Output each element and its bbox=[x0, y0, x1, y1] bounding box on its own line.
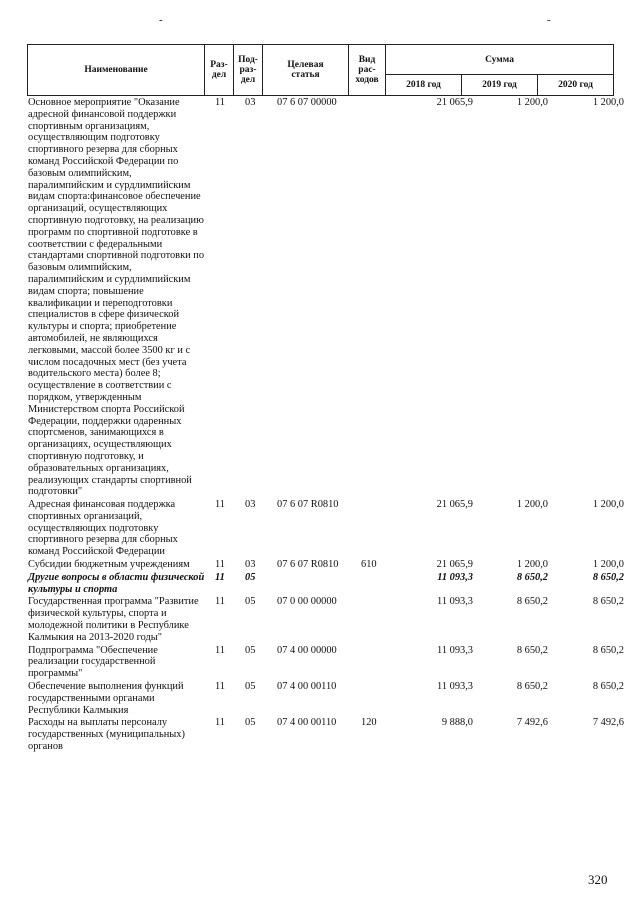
row-amount-2019: 8 650,2 bbox=[516, 644, 548, 656]
row-celevaya: 07 4 00 00000 bbox=[277, 644, 337, 656]
row-name: Субсидии бюджетным учреждениям bbox=[28, 559, 190, 571]
column-header-celevaya: Целевая статья bbox=[263, 45, 349, 96]
column-header-year-2019: 2019 год bbox=[462, 75, 538, 96]
row-podrazdel: 05 bbox=[245, 717, 256, 729]
row-amount-2020: 1 200,0 bbox=[592, 97, 624, 108]
row-name: Государственная программа "Развитие физической культуры, спорта и молодежной политики в Республике Калмыкия на 2013-2020 годы" bbox=[28, 596, 199, 643]
table-row bbox=[27, 681, 624, 716]
row-amount-2018: 21 065,9 bbox=[436, 97, 473, 108]
row-razdel: 11 bbox=[215, 717, 226, 729]
column-header-vid: Вид рас- ходов bbox=[349, 45, 386, 96]
row-podrazdel: 05 bbox=[245, 596, 256, 608]
row-amount-2018: 21 065,9 bbox=[436, 499, 473, 511]
budget-table-header bbox=[27, 44, 614, 96]
row-amount-2019: 1 200,0 bbox=[516, 97, 548, 108]
row-amount-2019: 1 200,0 bbox=[516, 559, 548, 571]
row-amount-2020: 8 650,2 bbox=[592, 596, 624, 608]
row-amount-2018: 11 093,3 bbox=[437, 644, 473, 656]
row-razdel: 11 bbox=[215, 681, 226, 693]
row-name: Другие вопросы в области физической культуры и спорта bbox=[28, 571, 205, 595]
row-name: Адресная финансовая поддержка спортивных организаций, осуществляющих подготовку спортивного резерва для сборных команд Российской Федерации bbox=[28, 499, 178, 558]
column-header-year-2018: 2018 год bbox=[386, 75, 462, 96]
row-amount-2020: 8 650,2 bbox=[592, 571, 624, 583]
row-amount-2020: 1 200,0 bbox=[592, 559, 624, 571]
table-row bbox=[27, 571, 624, 596]
row-amount-2019: 8 650,2 bbox=[516, 681, 548, 693]
table-row bbox=[27, 717, 624, 753]
row-podrazdel: 05 bbox=[245, 644, 256, 656]
budget-table-body bbox=[27, 97, 624, 753]
row-amount-2018: 21 065,9 bbox=[436, 559, 473, 571]
row-name: Подпрограмма "Обеспечение реализации государственной программы" bbox=[28, 644, 158, 680]
row-podrazdel: 05 bbox=[245, 571, 256, 583]
row-amount-2020: 1 200,0 bbox=[592, 499, 624, 511]
table-row bbox=[27, 644, 624, 680]
row-podrazdel: 03 bbox=[245, 97, 256, 108]
row-amount-2018: 9 888,0 bbox=[441, 717, 473, 729]
row-amount-2019: 8 650,2 bbox=[516, 596, 548, 608]
row-razdel: 11 bbox=[215, 596, 226, 608]
row-podrazdel: 03 bbox=[245, 499, 256, 511]
row-podrazdel: 05 bbox=[245, 681, 256, 693]
column-header-name: Наименование bbox=[28, 45, 205, 96]
table-row bbox=[27, 97, 624, 498]
row-razdel: 11 bbox=[215, 571, 225, 583]
row-name: Основное мероприятие "Оказание адресной финансовой поддержки спортивным организациям, осуществляющим подготовку спортивного резерва для сборных команд Российской Федерации по базовым олимпийским, паралимпийским и сурдлимпийским видам спорта:финансовое обеспечение организаций, осуществляющих спортивную подготовку, на реализацию программ по спортивной подготовке в соответствии с федеральными стандартами спортивной подготовки по базовым олимпийским, паралимпийским и сурдлимпийским видам спорта; повышение квалификации и переподготовки специалистов в сфере физической культуры и спорта; приобретение автомобилей, не являющихся легковыми, массой более 3500 кг и с числом посадочных мест (без учета водительского места) более 8; осуществление в соответствии с порядком, утвержденным Министерством спорта Российской Федерации, поддержки одаренных спортсменов, занимающихся в организациях, осуществляющих спортивную подготовку, и образовательных организациях, реализующих стандарты спортивной подготовки" bbox=[28, 97, 205, 498]
row-amount-2020: 8 650,2 bbox=[592, 644, 624, 656]
column-header-razdel: Раз- дел bbox=[205, 45, 234, 96]
row-name: Обеспечение выполнения функций государственными органами Республики Калмыкия bbox=[28, 681, 184, 716]
row-celevaya: 07 0 00 00000 bbox=[277, 596, 337, 608]
column-header-summa: Сумма bbox=[386, 45, 614, 75]
row-amount-2020: 7 492,6 bbox=[592, 717, 624, 729]
table-row bbox=[27, 499, 624, 558]
header-tick-left: - bbox=[159, 14, 163, 26]
row-amount-2019: 1 200,0 bbox=[516, 499, 548, 511]
row-razdel: 11 bbox=[215, 499, 226, 511]
row-vid: 610 bbox=[361, 559, 377, 571]
row-razdel: 11 bbox=[215, 97, 226, 108]
table-row bbox=[27, 596, 624, 643]
row-celevaya: 07 4 00 00110 bbox=[277, 681, 337, 693]
header-tick-right: - bbox=[547, 14, 551, 26]
row-celevaya: 07 6 07 R0810 bbox=[277, 499, 339, 511]
row-amount-2019: 7 492,6 bbox=[516, 717, 548, 729]
row-amount-2019: 8 650,2 bbox=[516, 571, 548, 583]
row-celevaya: 07 6 07 00000 bbox=[277, 97, 337, 108]
row-amount-2018: 11 093,3 bbox=[437, 681, 473, 693]
row-podrazdel: 03 bbox=[245, 559, 256, 571]
row-name: Расходы на выплаты персоналу государственных (муниципальных) органов bbox=[28, 717, 185, 753]
page-number: 320 bbox=[588, 872, 608, 887]
row-amount-2018: 11 093,3 bbox=[437, 571, 473, 583]
row-vid: 120 bbox=[361, 717, 377, 729]
row-amount-2018: 11 093,3 bbox=[437, 596, 473, 608]
column-header-year-2020: 2020 год bbox=[538, 75, 614, 96]
table-row bbox=[27, 559, 624, 571]
row-celevaya: 07 6 07 R0810 bbox=[277, 559, 339, 571]
row-razdel: 11 bbox=[215, 644, 226, 656]
column-header-podrazdel: Под- раз- дел bbox=[234, 45, 263, 96]
row-razdel: 11 bbox=[215, 559, 226, 571]
row-celevaya: 07 4 00 00110 bbox=[277, 717, 337, 729]
row-amount-2020: 8 650,2 bbox=[592, 681, 624, 693]
